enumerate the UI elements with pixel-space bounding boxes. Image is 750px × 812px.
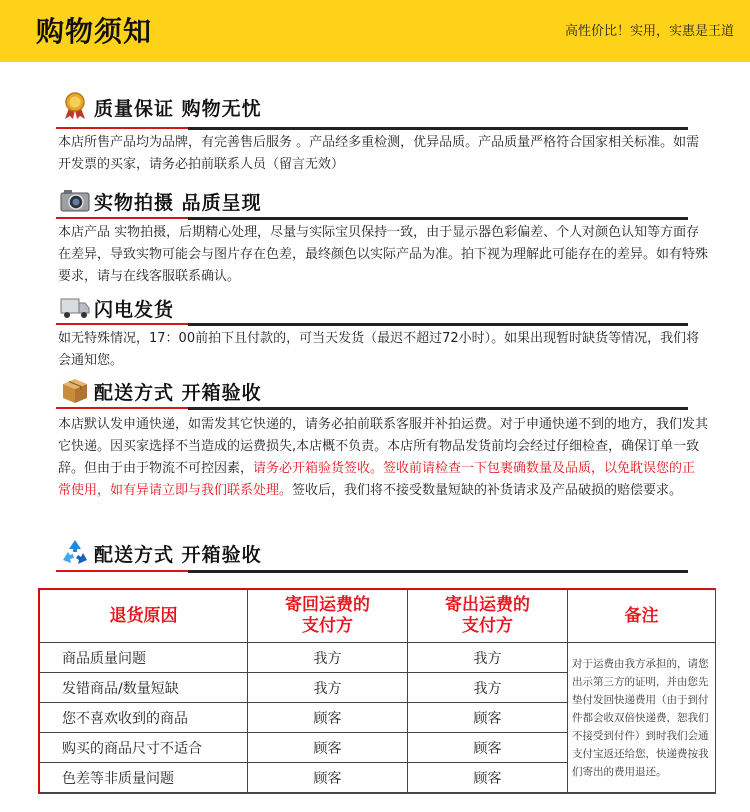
return-payer-cell: 顾客 — [248, 733, 408, 763]
returns-table — [38, 588, 716, 794]
section-title: 配送方式 开箱验收 — [94, 544, 262, 566]
send-payer-cell: 顾客 — [408, 703, 568, 733]
section-body: 本店产品 实物拍摄，后期精心处理，尽量与实际宝贝保持一致，由于显示器色彩偏差、个人对颜色认知等方面存在差异，导致实物可能会与图片存在色差，最终颜色以实际产品为准。拍下视为理解此可能存在的差异。如有特殊要求，请与在线客服联系确认。 — [58, 225, 709, 284]
column-header-reason: 退货原因 — [40, 590, 248, 643]
section-rule-black — [188, 323, 688, 326]
send-payer-cell: 顾客 — [408, 733, 568, 763]
section-rule-red — [56, 127, 188, 129]
return-payer-cell: 我方 — [248, 673, 408, 703]
section-title: 闪电发货 — [94, 299, 175, 321]
table-row — [40, 643, 716, 673]
section-body — [58, 414, 708, 502]
table-header-row — [40, 590, 716, 643]
note-cell: 对于运费由我方承担的，请您出示第三方的证明，并由您先垫付发回快递费用（由于到付件都会收双倍快递费，恕我们不接受到付件）到时我们会通支付宝返还给您，快递费按我们寄出的费用退还。 — [568, 643, 716, 793]
truck-icon — [60, 293, 90, 321]
camera-icon — [60, 186, 90, 214]
section-rule-black — [188, 217, 688, 220]
medal-icon — [60, 92, 90, 120]
section-rule-black — [188, 570, 688, 573]
reason-cell: 色差等非质量问题 — [40, 763, 248, 793]
delivery-warning-text: 请务必开箱验货签收。签收前请检查一下包裹确数量及品质，以免耽误您的正常使用，如有异请立即与我们联系处理。 — [58, 461, 696, 498]
banner-zigzag-edge — [0, 54, 750, 64]
page-title: 购物须知 — [36, 15, 153, 48]
section-rule-red — [56, 323, 188, 325]
column-header-return-payer-label: 寄回运费的支付方 — [285, 595, 370, 636]
section-title: 实物拍摄 品质呈现 — [94, 192, 262, 214]
box-icon — [60, 376, 90, 404]
section-title: 质量保证 购物无忧 — [94, 98, 262, 120]
column-header-send-payer — [408, 590, 568, 643]
delivery-text-end: 签收后，我们将不接受数量短缺的补货请求及产品破损的赔偿要求。 — [292, 483, 683, 498]
reason-cell: 购买的商品尺寸不适合 — [40, 733, 248, 763]
send-payer-cell: 我方 — [408, 643, 568, 673]
section-rule-red — [56, 217, 188, 219]
section-body: 本店所售产品均为品牌，有完善售后服务 。产品经多重检测，优异品质。产品质量严格符合国家相关标准。如需开发票的买家，请务必拍前联系人员（留言无效） — [58, 135, 700, 172]
return-payer-cell: 顾客 — [248, 703, 408, 733]
header-slogan: 高性价比！实用，实惠是王道 — [564, 24, 734, 39]
section-title: 配送方式 开箱验收 — [94, 382, 262, 404]
reason-cell: 您不喜欢收到的商品 — [40, 703, 248, 733]
reason-cell: 发错商品/数量短缺 — [40, 673, 248, 703]
reason-cell: 商品质量问题 — [40, 643, 248, 673]
send-payer-cell: 我方 — [408, 673, 568, 703]
column-header-return-payer — [248, 590, 408, 643]
recycle-icon — [60, 538, 90, 566]
column-header-send-payer-label: 寄出运费的支付方 — [445, 595, 530, 636]
return-payer-cell: 顾客 — [248, 763, 408, 793]
section-rule-black — [188, 127, 688, 130]
section-rule-red — [56, 407, 188, 409]
section-body: 如无特殊情况，17：00前拍下且付款的，可当天发货（最迟不超过72小时）。如果出现暂时缺货等情况，我们将会通知您。 — [58, 331, 700, 368]
section-rule-red — [56, 570, 188, 572]
section-rule-black — [188, 407, 688, 410]
send-payer-cell: 顾客 — [408, 763, 568, 793]
return-payer-cell: 我方 — [248, 643, 408, 673]
delivery-text: 本店默认发申通快递，如需发其它快递的，请务必拍前联系客服并补拍运费。对于申通快递不到的地方，我们发其它快递。因买家选择不当造成的运费损失,本店概不负责。本店所有物品发货前均会经过仔细检查，确保订单一致辞。但由于由于物流不可控因素， — [58, 417, 709, 476]
column-header-note: 备注 — [568, 590, 716, 643]
